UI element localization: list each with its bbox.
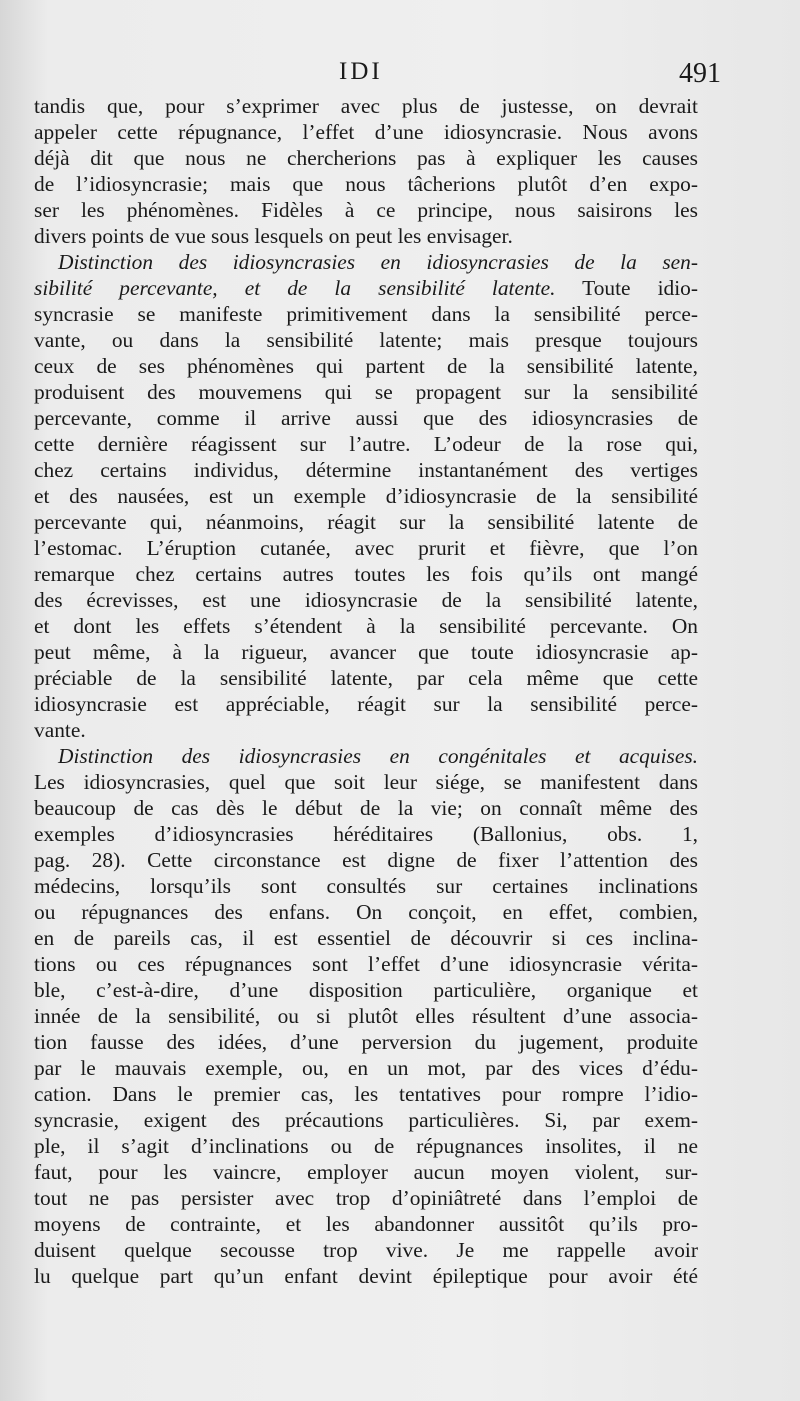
text-line: chez certains individus, détermine instantanément des vertiges — [34, 458, 698, 482]
text-line: exemples d’idiosyncrasies héréditaires (Ballonius, obs. 1, — [34, 822, 698, 846]
text-line: vante, ou dans la sensibilité latente; mais presque toujours — [34, 328, 698, 352]
text-line: Les idiosyncrasies, quel que soit leur siége, se manifestent dans — [34, 770, 698, 794]
text-line: moyens de contrainte, et les abandonner aussitôt qu’ils pro- — [34, 1212, 698, 1236]
text-line: tion fausse des idées, d’une perversion du jugement, produite — [34, 1030, 698, 1054]
text-line: cette dernière réagissent sur l’autre. L’odeur de la rose qui, — [34, 432, 698, 456]
text-line: syncrasie, exigent des précautions particulières. Si, par exem- — [34, 1108, 698, 1132]
page-number: 491 — [679, 58, 721, 89]
text-line: produisent des mouvemens qui se propagent sur la sensibilité — [34, 380, 698, 404]
text-line: et des nausées, est un exemple d’idiosyncrasie de la sensibilité — [34, 484, 698, 508]
text-line: déjà dit que nous ne chercherions pas à expliquer les causes — [34, 146, 698, 170]
text-line: l’estomac. L’éruption cutanée, avec prurit et fièvre, que l’on — [34, 536, 698, 560]
text-line: innée de la sensibilité, ou si plutôt elles résultent d’une associa- — [34, 1004, 698, 1028]
text-line: faut, pour les vaincre, employer aucun moyen violent, sur- — [34, 1160, 698, 1184]
text-line: en de pareils cas, il est essentiel de découvrir si ces inclina- — [34, 926, 698, 950]
text-line: percevante qui, néanmoins, réagit sur la sensibilité latente de — [34, 510, 698, 534]
section-heading-line-mixed — [34, 275, 698, 301]
text-line: syncrasie se manifeste primitivement dans la sensibilité perce- — [34, 302, 698, 326]
text-line: idiosyncrasie est appréciable, réagit sur la sensibilité perce- — [34, 692, 698, 716]
text-line: ou répugnances des enfans. On conçoit, en effet, combien, — [34, 900, 698, 924]
text-line: appeler cette répugnance, l’effet d’une idiosyncrasie. Nous avons — [34, 120, 698, 144]
text-line: tout ne pas persister avec trop d’opiniâtreté dans l’emploi de — [34, 1186, 698, 1210]
text-line: pag. 28). Cette circonstance est digne de fixer l’attention des — [34, 848, 698, 872]
text-line: ser les phénomènes. Fidèles à ce principe, nous saisirons les — [34, 198, 698, 222]
running-head — [36, 58, 721, 98]
text-line: tions ou ces répugnances sont l’effet d’une idiosyncrasie vérita- — [34, 952, 698, 976]
text-line: préciable de la sensibilité latente, par cela même que cette — [34, 666, 698, 690]
text-line: et dont les effets s’étendent à la sensibilité percevante. On — [34, 614, 698, 638]
text-line: cation. Dans le premier cas, les tentatives pour rompre l’idio- — [34, 1082, 698, 1106]
text-fragment: Toute idio- — [582, 276, 698, 300]
text-line: des écrevisses, est une idiosyncrasie de la sensibilité latente, — [34, 588, 698, 612]
text-line: tandis que, pour s’exprimer avec plus de justesse, on devrait — [34, 94, 698, 118]
text-line: par le mauvais exemple, ou, en un mot, par des vices d’édu- — [34, 1056, 698, 1080]
text-line: vante. — [34, 718, 86, 742]
text-line: beaucoup de cas dès le début de la vie; on connaît même des — [34, 796, 698, 820]
section-heading-line: Distinction des idiosyncrasies en congénitales et acquises. — [58, 744, 698, 768]
text-line: divers points de vue sous lesquels on peut les envisager. — [34, 224, 513, 248]
text-line: lu quelque part qu’un enfant devint épileptique pour avoir été — [34, 1264, 698, 1288]
text-line: de l’idiosyncrasie; mais que nous tâcherions plutôt d’en expo- — [34, 172, 698, 196]
body-text — [34, 93, 698, 1289]
text-line: ble, c’est-à-dire, d’une disposition particulière, organique et — [34, 978, 698, 1002]
text-line: duisent quelque secousse trop vive. Je me rappelle avoir — [34, 1238, 698, 1262]
text-line: remarque chez certains autres toutes les fois qu’ils ont mangé — [34, 562, 698, 586]
section-heading-line: Distinction des idiosyncrasies en idiosyncrasies de la sen- — [58, 250, 698, 274]
text-line: percevante, comme il arrive aussi que des idiosyncrasies de — [34, 406, 698, 430]
text-line: médecins, lorsqu’ils sont consultés sur certaines inclinations — [34, 874, 698, 898]
section-heading-continuation: sibilité percevante, et de la sensibilité latente. — [34, 276, 556, 300]
text-line: ceux de ses phénomènes qui partent de la sensibilité latente, — [34, 354, 698, 378]
running-title: IDI — [339, 58, 383, 85]
text-line: ple, il s’agit d’inclinations ou de répugnances insolites, il ne — [34, 1134, 698, 1158]
text-line: peut même, à la rigueur, avancer que toute idiosyncrasie ap- — [34, 640, 698, 664]
